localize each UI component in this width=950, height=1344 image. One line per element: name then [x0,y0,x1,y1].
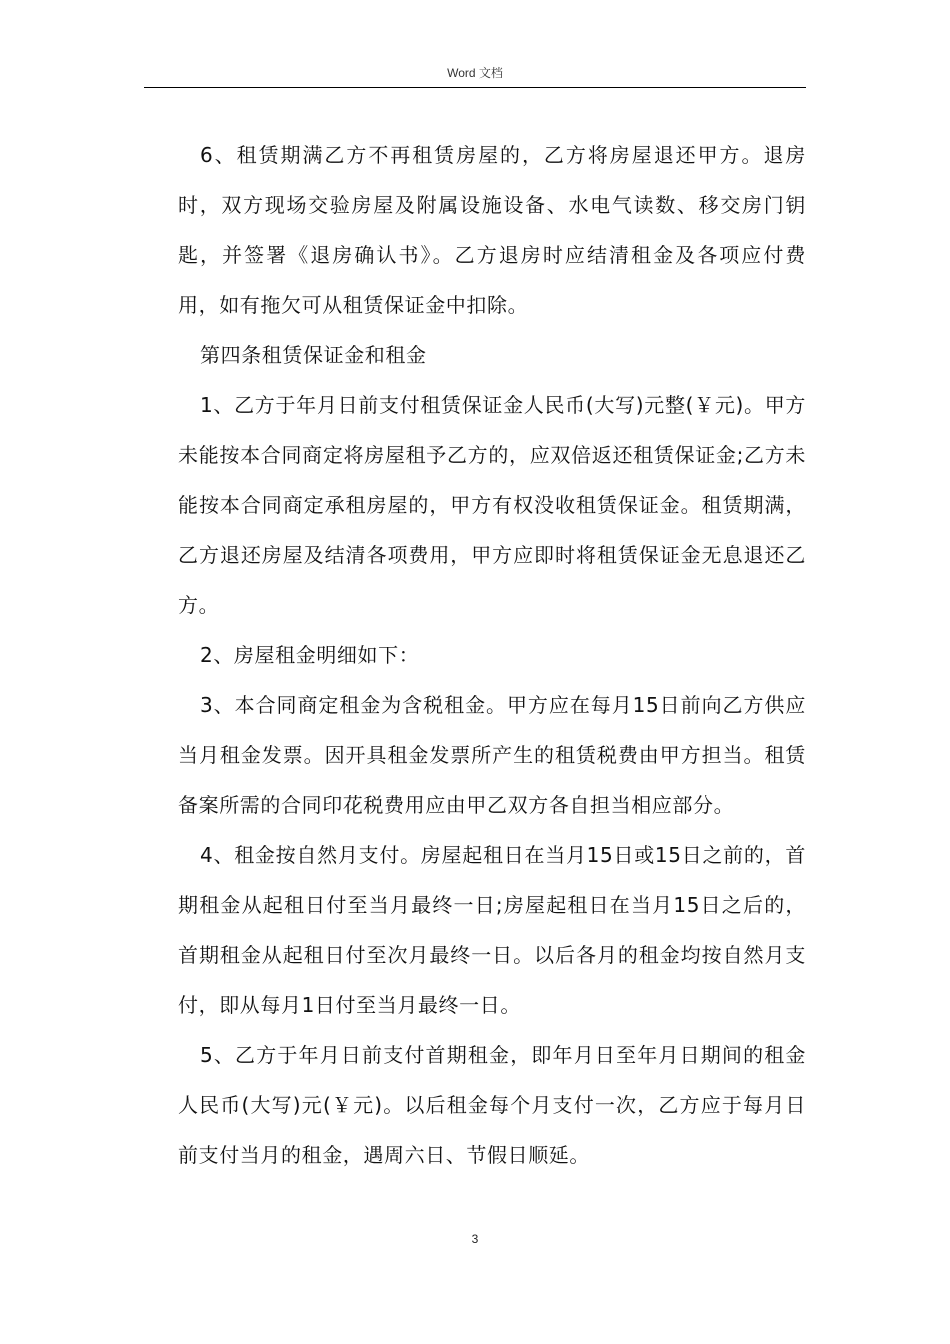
page-number: 3 [471,1232,479,1246]
paragraph-clause-3: 3、本合同商定租金为含税租金。甲方应在每月15日前向乙方供应当月租金发票。因开具租金发票所产生的租赁税费由甲方担当。租赁备案所需的合同印花税费用应由甲乙双方各自担当相应部分。 [178,693,806,817]
paragraph-clause-1: 1、乙方于年月日前支付租赁保证金人民币(大写)元整(￥元)。甲方未能按本合同商定将房屋租予乙方的，应双倍返还租赁保证金;乙方未能按本合同商定承租房屋的，甲方有权没收租赁保证金。租赁期满，乙方退还房屋及结清各项费用，甲方应即时将租赁保证金无息退还乙方。 [178,393,806,617]
document-body [178,130,806,1180]
section-heading: 第四条租赁保证金和租金 [200,343,427,367]
paragraph-clause-6: 6、租赁期满乙方不再租赁房屋的，乙方将房屋退还甲方。退房时，双方现场交验房屋及附属设施设备、水电气读数、移交房门钥匙，并签署《退房确认书》。乙方退房时应结清租金及各项应付费用，如有拖欠可从租赁保证金中扣除。 [178,143,806,317]
paragraph-clause-4: 4、租金按自然月支付。房屋起租日在当月15日或15日之前的，首期租金从起租日付至当月最终一日;房屋起租日在当月15日之后的，首期租金从起租日付至次月最终一日。以后各月的租金均按自然月支付，即从每月1日付至当月最终一日。 [178,843,806,1017]
paragraph-clause-5: 5、乙方于年月日前支付首期租金，即年月日至年月日期间的租金人民币(大写)元(￥元)。以后租金每个月支付一次，乙方应于每月日前支付当月的租金，遇周六日、节假日顺延。 [178,1043,806,1167]
header-divider [144,87,806,88]
paragraph-clause-2: 2、房屋租金明细如下： [200,643,420,667]
document-header: Word 文档 [447,66,503,80]
